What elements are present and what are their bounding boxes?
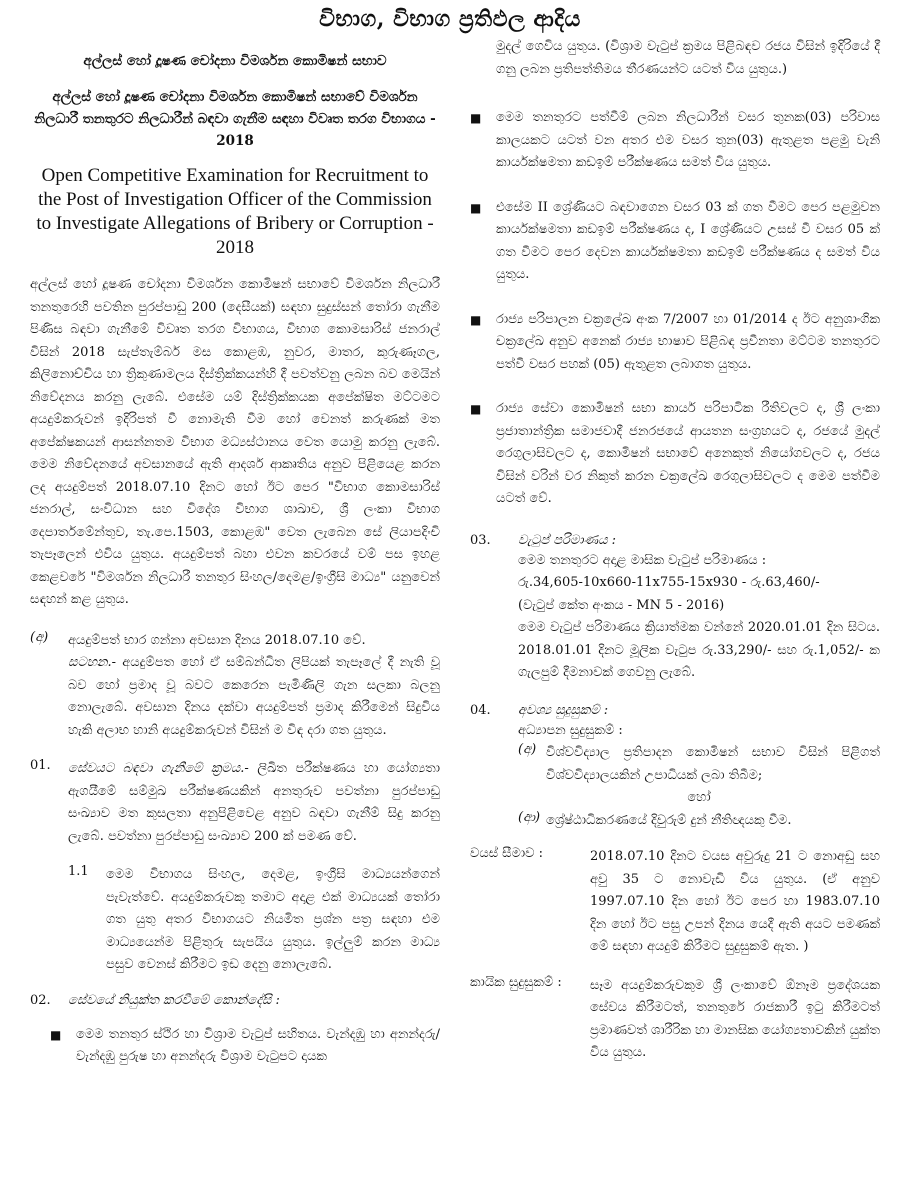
section-01-body: ලිඛිත පරීක්ෂණය හා යෝග්‍යතා ඇගයීමේ සම්මුඛ පරීක්ෂණයකින් අනතුරුව පවත්නා පුරප්පාඩු සංඛ්‍යාව මත කුසලතා අනුපිළිවෙළ අනුව බඳවා ගැනීම් සිදු කරනු ලැබේ. පවත්නා පුරප්පාඩු සංඛ්‍යාව 200 ක් පමණ වේ. bbox=[68, 761, 440, 844]
bullet-text: මෙම තනතුර ස්ථිර හා විශ්‍රාම වැටුප් සහිතය. වැන්දඹු හා අනන්දරු/වැන්දඹු පුරුෂ හා අනන්දරු විශ්‍රාම වැටුපට දායක bbox=[76, 1026, 440, 1064]
or-text: හෝ bbox=[687, 790, 711, 805]
section-04 bbox=[470, 703, 880, 718]
intro-paragraph: අල්ලස් හෝ දූෂණ චෝදනා විමර්ශන කොමිෂන් සභාවේ විමර්ශන නිලධාරී තනතුරෙහි පවතින පුරප්පාඩු 200 (දෙසීයක්) සඳහා සුදුස්සන් තෝරා ගැනීම පිණිස බඳවා ගැනීමේ විවෘත තරග විභාගය, විභාග කොමසාරිස් ජනරාල් විසින් 2018 සැප්තැම්බර් මස කොළඹ, නුවර, මාතර, කුරුණෑගල, කිලිනොච්චිය හා ත්‍රිකුණාමලය දිස්ත්‍රික්කයන්හි දී පවත්වනු ලබන බව මෙයින් නිවේදනය කරනු ලැබේ. එසේම යම් දිස්ත්‍රික්කයක අපේක්ෂිත මට්ටමට අයදුම්කරුවන් ඉදිරිපත් වී නොමැති වීම හෝ වෙනත් කරුණක් මත අපේක්ෂකයන් ආසන්නතම විභාග මධ්‍යස්ථානය වෙත යොමු කරනු ලැබේ. මෙම නිවේදනයේ අවසානයේ ඇති ආදර්ශ ආකෘතිය අනුව පිළියෙළ කරන ලද අයදුම්පත් 2018.07.10 දිනට හෝ ඊට පෙර "විභාග කොමසාරිස් ජනරාල්, සංවිධාන සහ විදේශ විභාග ශාඛාව, ශ්‍රී ලංකා විභාග දෙපාර්තමේන්තුව, තැ.පෙ.1503, කොළඹ" වෙත ලැබෙන සේ ලියාපදිංචි තැපෑලෙන් එවිය යුතුය. අයදුම්පත් බහා එවන කවරයේ වම් පස ඉහළ කෙළවරේ "විමර්ශන නිලධාරී තනතුර සිංහල/දෙමළ/ඉංග්‍රීසි මාධ්‍ය" යනුවෙන් සඳහන් කළ යුතුය. bbox=[30, 277, 440, 607]
qualification-a bbox=[518, 742, 880, 787]
note-label: සටහන.- bbox=[68, 655, 117, 670]
note-text bbox=[68, 652, 440, 742]
qualification-number: (ආ) bbox=[518, 809, 541, 825]
section-number: 04. bbox=[470, 702, 491, 718]
section-number: 02. bbox=[30, 992, 51, 1008]
exam-heading-english: Open Competitive Examination for Recruitment to the Post of Investigation Officer of the Commission to Investigate Allegations of Bribery or Corruption - 2018 bbox=[36, 165, 434, 258]
closing-date-item bbox=[30, 630, 440, 743]
item-number: (අ) bbox=[30, 629, 49, 645]
salary-line: මෙම තනතුරට අදාළ මාසික වැටුප් පරිමාණය : bbox=[518, 552, 767, 568]
section-03-title: වැටුප් පරිමාණය : bbox=[518, 532, 616, 548]
section-02 bbox=[30, 993, 440, 1008]
bullet-text: මෙම තනතුරට පත්වීම් ලබන නිලධාරීන් වසර තුනක(03) පරිවාස කාලයකට යටත් වන අතර එම වසර තුන(03) ඇතුළත පළමු වැනි කාර්යක්ෂමතා කඩඉම් පරීක්ෂණය සමත් විය යුතුය. bbox=[496, 110, 880, 170]
qualification-text: විශ්වවිද්‍යාල ප්‍රතිපාදන කොමිෂන් සභාව විසින් පිළිගත් විශ්වවිද්‍යාලයකින් උපාධියක් ලබා තිබීම; bbox=[546, 745, 880, 783]
section-number: 01. bbox=[30, 758, 51, 773]
section-number: 03. bbox=[470, 532, 491, 548]
age-text: 2018.07.10 දිනට වයස අවුරුදු 21 ට නොඅඩු සහ අවු 35 ට නොවැඩි විය යුතුය. (ඒ අනුව 1997.07.10 දින හෝ ඊට පෙර හා 1983.07.10 දින හෝ ඊට පසු උපන් දිනය යෙදී ඇති අයට පමණක් මේ සඳහා අයදුම් කිරීමට සුදුසුකම් ඇත. ) bbox=[590, 849, 880, 954]
bullet-efficiency-bar bbox=[470, 197, 880, 287]
bullet-pension-continued bbox=[470, 36, 880, 81]
bullet-text: එසේම II ශ්‍රේණියට බඳවාගෙන වසර 03 ක් ගත වීමට පෙර පළමුවන කාර්යක්ෂමතා කඩඉම් පරීක්ෂණය ද, I ශ්‍රේණියට උසස් වී වසර 05 ක් ගත වීමට පෙර දෙවන කාර්යක්ෂමතා කඩඉම් පරීක්ෂණය ද සමත් විය යුතුය. bbox=[496, 199, 880, 282]
physical-text: සෑම අයදුම්කරුවකුම ශ්‍රී ලංකාවේ ඕනෑම ප්‍රදේශයක සේවය කිරීමටත්, තනතුරේ රාජකාරී ඉටු කිරීමටත් ප්‍රමාණවත් ශාරීරික හා මානසික යෝග්‍යතාවකින් යුක්ත විය යුතුය. bbox=[590, 977, 880, 1060]
age-label: වයස් සීමාව : bbox=[470, 846, 544, 861]
commission-heading: අල්ලස් හෝ දූෂණ චෝදනා විමර්ශන කොමිෂන් සභාව bbox=[83, 53, 387, 69]
section-02-title: සේවයේ නියුක්ත කරවීමේ කොන්දේසි : bbox=[68, 992, 280, 1008]
physical-label: කායික සුදුසුකම් : bbox=[470, 974, 562, 990]
bullet-icon: ■ bbox=[470, 200, 482, 215]
bullet-icon: ■ bbox=[50, 1027, 62, 1042]
salary-details bbox=[470, 550, 880, 685]
education-label: අධ්‍යාපන සුදුසුකම් : bbox=[518, 722, 623, 738]
page-title: විභාග, විභාග ප්‍රතිඵල ආදිය bbox=[319, 6, 581, 32]
section-01-text bbox=[68, 758, 440, 848]
section-03 bbox=[470, 533, 880, 548]
age-limit bbox=[470, 846, 880, 959]
section-04-title: අවශ්‍ය සුදුසුකම් : bbox=[518, 702, 609, 718]
bullet-language bbox=[470, 309, 880, 377]
right-column bbox=[470, 36, 880, 1081]
note-body: අයදුම්පත හෝ ඒ සම්බන්ධිත ලිපියක් තැපෑලේ දී නැති වූ බව හෝ ප්‍රමාද වූ බවට කෙරෙන පැමිණිලි ගැන සලකා බලනු නොලැබේ. අවසාන දිනය දක්වා අයදුම්පත් ප්‍රමාද කිරීමෙන් සිදුවිය හැකි අලාභ හානි අයදුම්කරුවන් විසින් ම විඳ දරා ගත යුතුය. bbox=[68, 655, 440, 738]
salary-effective: මෙම වැටුප් පරිමාණය ක්‍රියාත්මක වන්නේ 2020.01.01 දින සිටය. 2018.01.01 දිනට මූලික වැටුප රු.33,290/- සහ රු.1,052/- ක ගැලපුම් දීමනාවක් ගෙවනු ලැබේ. bbox=[518, 620, 880, 680]
section-body bbox=[106, 864, 440, 977]
salary-code: (වැටුප් කේත අංකය - MN 5 - 2016) bbox=[518, 597, 725, 613]
bullet-text: රාජ්‍ය පරිපාලන චක්‍රලේඛ අංක 7/2007 හා 01/2014 ද ඊට අනුශාංගික චක්‍රලේඛ අනුව අනෙක් රාජ්‍ය භාෂාව පිළිබඳ ප්‍රවීනතා මට්ටම තනතුරට පත්වී වසර පහක් (05) ඇතුළත ලබාගත යුතුය. bbox=[496, 311, 880, 372]
qualification-text: ශ්‍රේෂ්ඨාධිකරණයේ දිවුරුම් දුන් නීතිඥයකු වීම. bbox=[546, 812, 792, 828]
section-01-title: සේවයට බඳවා ගැනීමේ ක්‍රමය.- bbox=[68, 761, 249, 776]
salary-scale: රු.34,605-10x660-11x755-15x930 - රු.63,460/- bbox=[518, 575, 820, 590]
qualifications bbox=[470, 720, 880, 833]
section-number: 1.1 bbox=[68, 864, 89, 879]
bullet-icon: ■ bbox=[470, 402, 482, 416]
exam-heading-sinhala: අල්ලස් හෝ දූෂණ චෝදනා විමර්ශන කොමිෂන් සභාවේ විමර්ශන නිලධාරී තනතුරට නිලධාරීන් බඳවා ගැනීම සඳහා විවෘත තරග විභාගය - 2018 bbox=[34, 89, 436, 149]
physical-qualifications bbox=[470, 975, 880, 1065]
section-1-1-text: මෙම විභාගය සිංහල, දෙමළ, ඉංග්‍රීසි මාධ්‍යයන්ගෙන් පැවැත්වේ. අයදුම්කරුවකු තමාට අදාළ එක් මාධ්‍යයක් තෝරා ගත යුතු අතර විභාගයට නියමිත ප්‍රශ්න පත්‍ර සඳහා එම මාධ්‍යයෙන්ම පිළිතුරු සැපයිය යුතුය. ඉල්ලුම් කරන මාධ්‍ය පසුව වෙනස් කිරීමට ඉඩ දෙනු නොලැබේ. bbox=[106, 867, 440, 972]
left-column bbox=[30, 50, 440, 1091]
bullet-regulations bbox=[470, 398, 880, 511]
section-1-1 bbox=[30, 864, 440, 977]
bullet-pension bbox=[30, 1024, 440, 1069]
section-body bbox=[68, 758, 440, 848]
bullet-icon: ■ bbox=[470, 111, 482, 125]
section-01 bbox=[30, 758, 440, 848]
closing-date-text: අයදුම්පත් භාර ගන්නා අවසාන දිනය 2018.07.10 වේ. bbox=[68, 632, 366, 648]
bullet-probation bbox=[470, 107, 880, 175]
bullet-text: මුදල් ගෙවිය යුතුය. (විශ්‍රාම වැටුප් ක්‍රමය පිළිබඳව රජය විසින් ඉදිරියේ දී ගනු ලබන ප්‍රතිපත්තිමය තීරණයන්ට යටත් විය යුතුය.) bbox=[496, 39, 880, 77]
bullet-text: රාජ්‍ය සේවා කොමිෂන් සභා කාර්ය පරිපාටික රීතිවලට ද, ශ්‍රී ලංකා ප්‍රජාතාන්ත්‍රික සමාජවාදී ජනරජයේ ආයතන සංග්‍රහයට ද, රජයේ මුදල් රෙගුලාසිවලට ද, කොමිෂන් සභාවේ අනෙකුත් නියෝගවලට ද, රජය විසින් වරින් වර නිකුත් කරන චක්‍රලේඛ රෙගුලාසිවලට ද මෙම පත්වීම යටත් වේ. bbox=[496, 401, 880, 506]
qualification-aa bbox=[518, 810, 880, 833]
bullet-icon: ■ bbox=[470, 312, 482, 327]
item-body bbox=[68, 630, 440, 743]
qualification-number: (අ) bbox=[518, 742, 537, 757]
